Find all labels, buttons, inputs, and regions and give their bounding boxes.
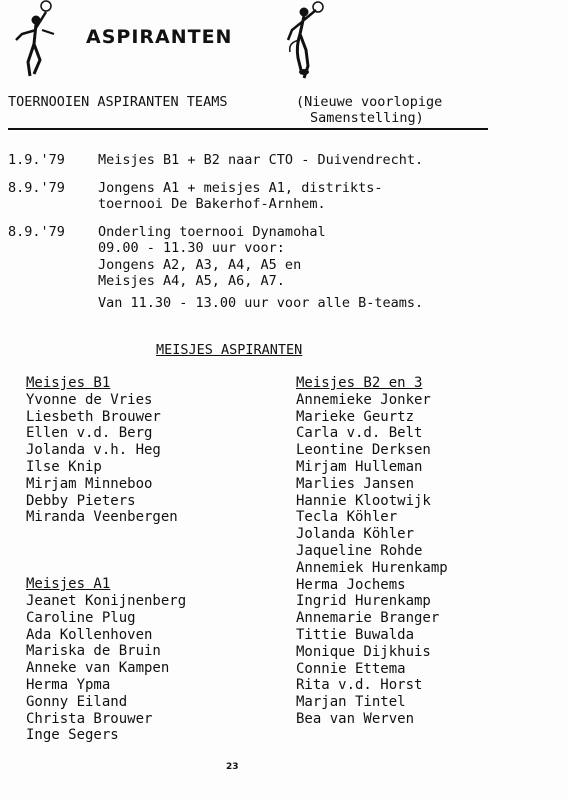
team-group-b2-b3 xyxy=(296,375,448,728)
section-title: TOERNOOIEN ASPIRANTEN TEAMS xyxy=(8,94,228,110)
team-group-title: Meisjes A1 xyxy=(26,576,111,593)
player-name: Jaqueline Rohde xyxy=(296,542,423,559)
player-name: Inge Segers xyxy=(26,727,119,744)
player-name: Monique Dijkhuis xyxy=(296,643,431,660)
schedule-line: Jongens A1 + meisjes A1, distrikts- xyxy=(98,179,383,196)
team-group-b1 xyxy=(26,375,186,526)
player-name: Annemieke Jonker xyxy=(296,391,431,408)
left-team-column xyxy=(26,375,186,744)
player-name: Annemarie Branger xyxy=(296,610,440,627)
player-name: Herma Jochems xyxy=(296,576,406,593)
schedule-line: Meisjes B1 + B2 naar CTO - Duivendrecht. xyxy=(98,152,424,168)
schedule-line: Jongens A2, A3, A4, A5 en xyxy=(98,256,302,273)
page-title: ASPIRANTEN xyxy=(86,26,233,48)
player-name: Yvonne de Vries xyxy=(26,391,153,408)
player-name: Gonny Eiland xyxy=(26,693,128,710)
schedule-entry xyxy=(8,180,528,213)
meisjes-aspiranten-heading: MEISJES ASPIRANTEN xyxy=(156,342,303,358)
schedule-entry xyxy=(8,152,528,169)
right-team-column xyxy=(296,375,448,728)
player-name: Mirjam Hulleman xyxy=(296,458,423,475)
schedule-entry xyxy=(8,224,528,312)
player-name: Connie Ettema xyxy=(296,660,406,677)
player-name: Ellen v.d. Berg xyxy=(26,425,153,442)
schedule-date: 8.9.'79 xyxy=(8,179,65,196)
volleyball-player-illustration-right xyxy=(278,0,334,84)
player-name: Debby Pieters xyxy=(26,492,136,509)
schedule-line: 09.00 - 11.30 uur voor: xyxy=(98,240,285,256)
page-number: 23 xyxy=(226,762,239,772)
team-group-a1 xyxy=(26,576,186,744)
player-name: Anneke van Kampen xyxy=(26,660,170,677)
player-name: Annemiek Hurenkamp xyxy=(296,559,448,576)
player-name: Rita v.d. Horst xyxy=(296,677,423,694)
player-name: Marjan Tintel xyxy=(296,694,406,711)
player-name: Caroline Plug xyxy=(26,609,136,626)
player-name: Tittie Buwalda xyxy=(296,626,415,643)
volleyball-player-illustration-left xyxy=(6,0,76,84)
player-name: Carla v.d. Belt xyxy=(296,425,423,442)
player-name: Jolanda v.h. Heg xyxy=(26,442,161,459)
tournament-schedule xyxy=(8,152,528,317)
schedule-line: Meisjes A4, A5, A6, A7. xyxy=(98,273,285,289)
section-divider xyxy=(8,128,488,130)
player-name: Mariska de Bruin xyxy=(26,643,161,660)
player-name: Herma Ypma xyxy=(26,676,111,693)
player-name: Christa Brouwer xyxy=(26,710,153,727)
player-name: Tecla Köhler xyxy=(296,509,398,526)
player-name: Leontine Derksen xyxy=(296,442,431,459)
team-group-title: Meisjes B2 en 3 xyxy=(296,375,423,391)
player-name: Marlies Jansen xyxy=(296,475,415,492)
schedule-line: Onderling toernooi Dynamohal xyxy=(98,223,326,240)
player-name: Ilse Knip xyxy=(26,458,102,475)
player-name: Miranda Veenbergen xyxy=(26,509,178,526)
section-note-line-2: Samenstelling) xyxy=(310,110,424,126)
schedule-date: 8.9.'79 xyxy=(8,223,65,240)
schedule-date: 1.9.'79 xyxy=(8,152,65,168)
player-name: Jolanda Köhler xyxy=(296,526,415,543)
player-name: Liesbeth Brouwer xyxy=(26,408,161,425)
player-name: Jeanet Konijnenberg xyxy=(26,592,187,609)
player-name: Hannie Klootwijk xyxy=(296,492,431,509)
section-note-line-1: (Nieuwe voorlopige xyxy=(296,94,443,110)
player-name: Marieke Geurtz xyxy=(296,408,415,425)
player-name: Mirjam Minneboo xyxy=(26,475,153,492)
schedule-line: toernooi De Bakerhof-Arnhem. xyxy=(98,196,326,212)
team-group-title: Meisjes B1 xyxy=(26,375,111,391)
player-name: Bea van Werven xyxy=(296,710,415,727)
player-name: Ada Kollenhoven xyxy=(26,626,153,643)
player-name: Ingrid Hurenkamp xyxy=(296,593,431,610)
schedule-extra-line: Van 11.30 - 13.00 uur voor alle B-teams. xyxy=(98,294,424,311)
